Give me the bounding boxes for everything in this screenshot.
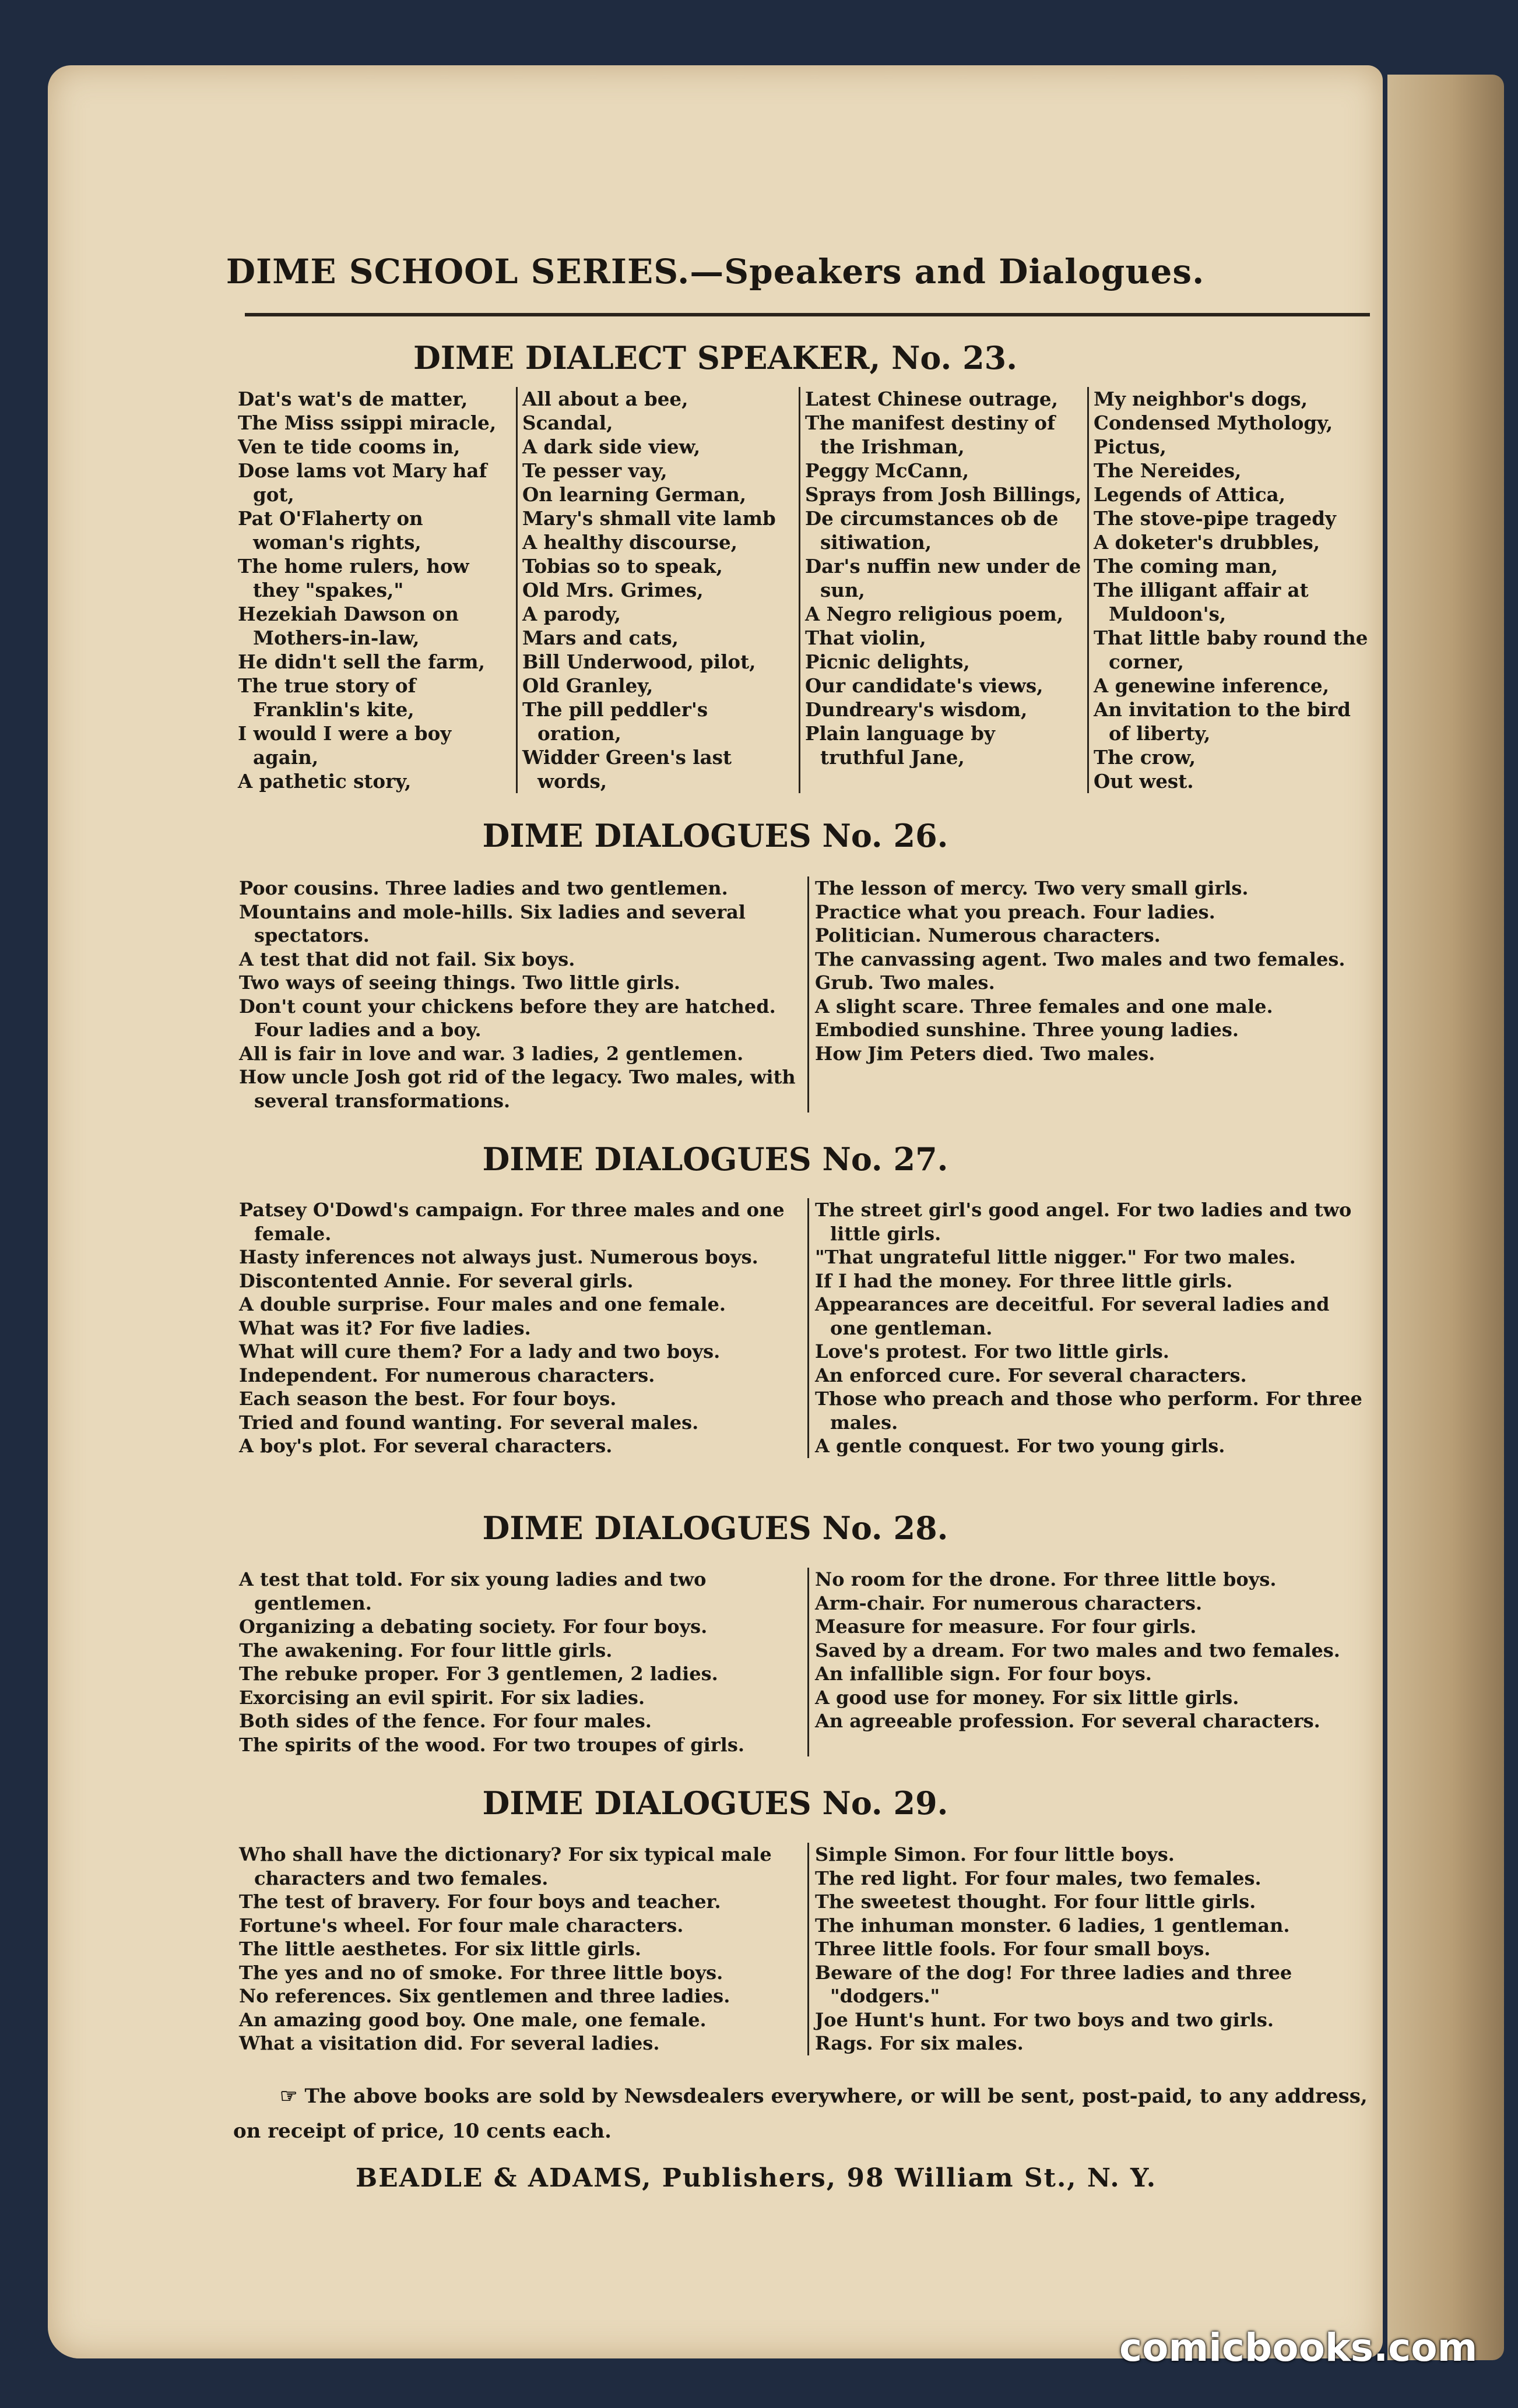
list-item: Organizing a debating society. For four boys. (239, 1615, 708, 1638)
list-item: Appearances are deceitful. For several ladies and one gentleman. (815, 1293, 1330, 1339)
site-watermark: comicbooks.com (1119, 2325, 1478, 2370)
left-column (233, 876, 807, 1113)
catalog-page (48, 65, 1383, 2358)
list-item: What a visitation did. For several ladies. (239, 2032, 660, 2054)
list-item: Simple Simon. For four little boys. (815, 1843, 1175, 1865)
list-item: A good use for money. For six little girls. (815, 1686, 1239, 1709)
list-item: How Jim Peters died. Two males. (815, 1042, 1155, 1065)
list-item: The little aesthetes. For six little girls. (239, 1938, 641, 1960)
list-item: Mars and cats, (522, 626, 679, 649)
list-item: A pathetic story, (238, 770, 412, 793)
dialogues-27-list (233, 1198, 1376, 1458)
list-item: A double surprise. Four males and one female. (239, 1293, 726, 1315)
list-item: A test that told. For six young ladies and two gentlemen. (239, 1568, 707, 1614)
list-item: Rags. For six males. (815, 2032, 1024, 2054)
list-item: A test that did not fail. Six boys. (239, 948, 575, 970)
right-column (807, 1198, 1376, 1458)
list-item: Patsey O'Dowd's campaign. For three males and one female. (239, 1199, 785, 1245)
list-item: Our candidate's views, (805, 674, 1043, 697)
list-item: The red light. For four males, two females. (815, 1867, 1262, 1889)
column-1 (233, 387, 516, 793)
list-item: Beware of the dog! For three ladies and three "dodgers." (815, 1961, 1292, 2007)
dialogues-28-list (233, 1568, 1376, 1756)
list-item: A doketer's drubbles, (1094, 531, 1320, 554)
list-item: Two ways of seeing things. Two little girls. (239, 971, 680, 994)
list-item: De circumstances ob de sitiwation, (805, 507, 1059, 554)
list-item: The home rulers, how they "spakes," (238, 555, 469, 601)
list-item: The Nereides, (1094, 459, 1242, 482)
list-item: The Miss ssippi miracle, (238, 411, 497, 434)
list-item: An agreeable profession. For several characters. (815, 1710, 1320, 1732)
list-item: Hasty inferences not always just. Numerous boys. (239, 1246, 758, 1268)
list-item: A boy's plot. For several characters. (239, 1435, 613, 1457)
list-item: The street girl's good angel. For two ladies and two little girls. (815, 1199, 1352, 1245)
list-item: Arm-chair. For numerous characters. (815, 1592, 1203, 1614)
list-item: The crow, (1094, 746, 1196, 769)
list-item: Those who preach and those who perform. For three males. (815, 1388, 1362, 1434)
list-item: The pill peddler's oration, (522, 698, 708, 745)
list-item: A parody, (522, 603, 621, 625)
list-item: Each season the best. For four boys. (239, 1388, 617, 1410)
list-item: Love's protest. For two little girls. (815, 1340, 1169, 1363)
list-item: What will cure them? For a lady and two boys. (239, 1340, 721, 1363)
list-item: My neighbor's dogs, (1094, 388, 1308, 410)
list-item: The test of bravery. For four boys and teacher. (239, 1891, 721, 1913)
list-item: An enforced cure. For several characters. (815, 1364, 1247, 1386)
left-column (233, 1843, 807, 2055)
list-item: How uncle Josh got rid of the legacy. Two males, with several transformations. (239, 1066, 796, 1112)
list-item: The sweetest thought. For four little girls. (815, 1891, 1256, 1913)
list-item: A slight scare. Three females and one male. (815, 995, 1273, 1018)
column-4 (1087, 387, 1376, 793)
list-item: "That ungrateful little nigger." For two males. (815, 1246, 1296, 1268)
list-item: Mary's shmall vite lamb (522, 507, 776, 530)
list-item: The inhuman monster. 6 ladies, 1 gentleman. (815, 1914, 1290, 1937)
list-item: The true story of Franklin's kite, (238, 674, 416, 721)
list-item: Independent. For numerous characters. (239, 1364, 655, 1386)
list-item: Three little fools. For four small boys. (815, 1938, 1211, 1960)
list-item: Pictus, (1094, 435, 1166, 458)
list-item: Fortune's wheel. For four male characters. (239, 1914, 684, 1937)
list-item: Poor cousins. Three ladies and two gentlemen. (239, 877, 728, 899)
list-item: Ven te tide cooms in, (238, 435, 461, 458)
dialect-speaker-list (233, 387, 1376, 793)
dialogues-27-title: DIME DIALOGUES No. 27. (482, 1140, 948, 1178)
list-item: The stove-pipe tragedy (1094, 507, 1336, 530)
list-item: No room for the drone. For three little boys. (815, 1568, 1277, 1590)
list-item: Old Granley, (522, 674, 653, 697)
list-item: Exorcising an evil spirit. For six ladies. (239, 1686, 645, 1709)
list-item: A healthy discourse, (522, 531, 737, 554)
column-2 (516, 387, 799, 793)
list-item: Out west. (1094, 770, 1194, 793)
list-item: Tried and found wanting. For several males. (239, 1411, 699, 1434)
list-item: Measure for measure. For four girls. (815, 1615, 1197, 1638)
dialogues-26-title: DIME DIALOGUES No. 26. (482, 817, 948, 854)
ordering-note (233, 2079, 1376, 2149)
list-item: Plain language by truthful Jane, (805, 722, 995, 769)
list-item: The manifest destiny of the Irishman, (805, 411, 1056, 458)
list-item: A Negro religious poem, (805, 603, 1064, 625)
list-item: What was it? For five ladies. (239, 1316, 531, 1339)
series-title: DIME SCHOOL SERIES.—Speakers and Dialogues. (226, 252, 1205, 291)
list-item: Dundreary's wisdom, (805, 698, 1028, 721)
list-item: Picnic delights, (805, 650, 970, 673)
list-item: An amazing good boy. One male, one female. (239, 2008, 707, 2031)
left-column (233, 1198, 807, 1458)
dialogues-29-list (233, 1843, 1376, 2055)
list-item: Pat O'Flaherty on woman's rights, (238, 507, 423, 554)
list-item: Dar's nuffin new under de sun, (805, 555, 1081, 601)
left-column (233, 1568, 807, 1756)
list-item: Scandal, (522, 411, 613, 434)
list-item: All is fair in love and war. 3 ladies, 2 gentlemen. (239, 1042, 744, 1065)
right-column (807, 1568, 1376, 1756)
list-item: Who shall have the dictionary? For six typical male characters and two females. (239, 1843, 772, 1889)
list-item: No references. Six gentlemen and three ladies. (239, 1985, 730, 2007)
list-item: Te pesser vay, (522, 459, 667, 482)
list-item: Both sides of the fence. For four males. (239, 1710, 652, 1732)
list-item: A dark side view, (522, 435, 701, 458)
column-3 (799, 387, 1087, 793)
dialogues-29-title: DIME DIALOGUES No. 29. (482, 1784, 948, 1822)
list-item: Don't count your chickens before they are hatched. Four ladies and a boy. (239, 995, 776, 1041)
list-item: Hezekiah Dawson on Mothers-in-law, (238, 603, 459, 649)
adjacent-page-edge (1387, 75, 1504, 2360)
list-item: Grub. Two males. (815, 971, 995, 994)
list-item: All about a bee, (522, 388, 688, 410)
list-item: Legends of Attica, (1094, 483, 1286, 506)
list-item: Widder Green's last words, (522, 746, 732, 793)
right-column (807, 876, 1376, 1113)
publisher-line: BEADLE & ADAMS, Publishers, 98 William St., N. Y. (355, 2163, 1157, 2193)
list-item: If I had the money. For three little girls. (815, 1269, 1233, 1292)
list-item: That little baby round the corner, (1094, 626, 1368, 673)
list-item: An infallible sign. For four boys. (815, 1663, 1152, 1685)
list-item: He didn't sell the farm, (238, 650, 485, 673)
list-item: Embodied sunshine. Three young ladies. (815, 1019, 1239, 1041)
list-item: Politician. Numerous characters. (815, 924, 1161, 946)
list-item: The yes and no of smoke. For three little boys. (239, 1961, 723, 1984)
dialect-speaker-title: DIME DIALECT SPEAKER, No. 23. (413, 339, 1018, 376)
list-item: That violin, (805, 626, 926, 649)
dialogues-28-title: DIME DIALOGUES No. 28. (482, 1509, 948, 1547)
list-item: I would I were a boy again, (238, 722, 452, 769)
header-rule (245, 313, 1370, 316)
list-item: Peggy McCann, (805, 459, 969, 482)
list-item: A genewine inference, (1094, 674, 1330, 697)
list-item: The canvassing agent. Two males and two females. (815, 948, 1345, 970)
list-item: Dat's wat's de matter, (238, 388, 468, 410)
list-item: Latest Chinese outrage, (805, 388, 1058, 410)
list-item: A gentle conquest. For two young girls. (815, 1435, 1225, 1457)
list-item: Condensed Mythology, (1094, 411, 1333, 434)
list-item: An invitation to the bird of liberty, (1094, 698, 1351, 745)
list-item: Discontented Annie. For several girls. (239, 1269, 634, 1292)
dialogues-26-list (233, 876, 1376, 1113)
list-item: Tobias so to speak, (522, 555, 723, 578)
list-item: Old Mrs. Grimes, (522, 579, 704, 601)
pointing-hand-icon: ☞ (280, 2085, 298, 2108)
list-item: The awakening. For four little girls. (239, 1639, 613, 1661)
list-item: Mountains and mole-hills. Six ladies and several spectators. (239, 900, 746, 946)
list-item: Bill Underwood, pilot, (522, 650, 756, 673)
ordering-note-text: The above books are sold by Newsdealers everywhere, or will be sent, post-paid, to any address, on receipt of price, 10 cents each. (233, 2085, 1368, 2143)
list-item: Sprays from Josh Billings, (805, 483, 1082, 506)
list-item: Dose lams vot Mary haf got, (238, 459, 487, 506)
list-item: Saved by a dream. For two males and two females. (815, 1639, 1340, 1661)
list-item: On learning German, (522, 483, 747, 506)
list-item: The lesson of mercy. Two very small girls. (815, 877, 1249, 899)
list-item: The coming man, (1094, 555, 1278, 578)
list-item: The spirits of the wood. For two troupes of girls. (239, 1733, 744, 1756)
list-item: The rebuke proper. For 3 gentlemen, 2 ladies. (239, 1663, 718, 1685)
right-column (807, 1843, 1376, 2055)
list-item: Practice what you preach. Four ladies. (815, 900, 1215, 923)
list-item: The illigant affair at Muldoon's, (1094, 579, 1309, 625)
list-item: Joe Hunt's hunt. For two boys and two girls. (815, 2008, 1274, 2031)
